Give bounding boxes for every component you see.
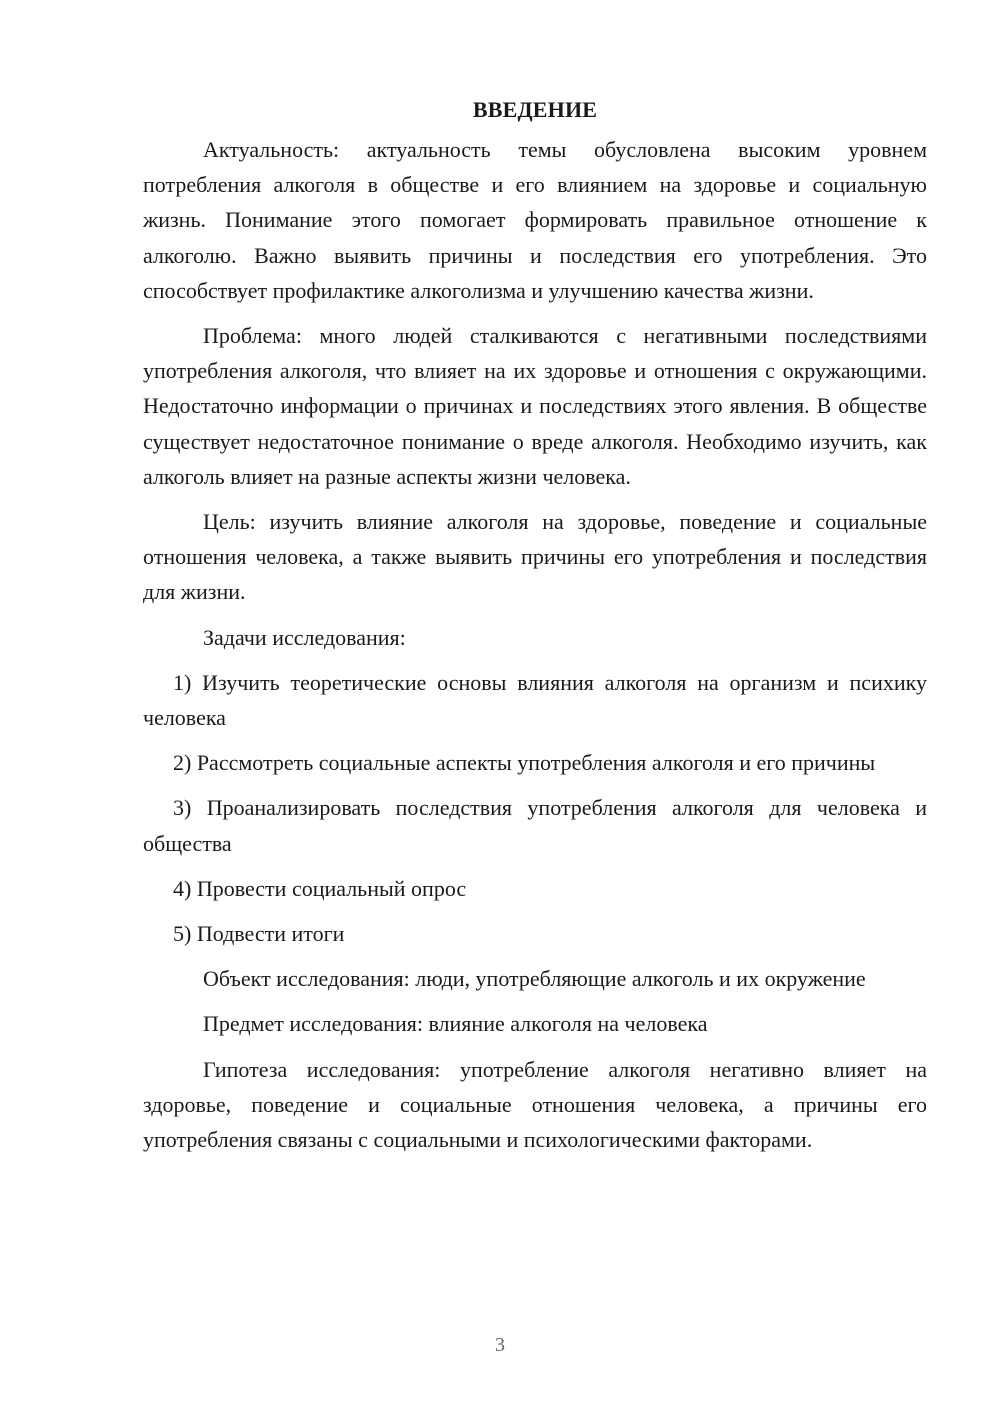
goal-paragraph: Цель: изучить влияние алкоголя на здоровье, поведение и социальные отношения человека, а также выявить причины его употребления и последствия для жизни.: [143, 509, 927, 605]
relevance-paragraph: Актуальность: актуальность темы обусловлена высоким уровнем потребления алкоголя в обществе и его влиянием на здоровье и социальную жизнь. Понимание этого помогает формировать правильное отношение к алкоголю. Важно выявить причины и последствия его употребления. Это способствует профилактике алкоголизма и улучшению качества жизни.: [143, 137, 927, 303]
problem-paragraph: Проблема: много людей сталкиваются с негативными последствиями употребления алкоголя, что влияет на их здоровье и отношения с окружающими. Недостаточно информации о причинах и последствиях этого явления. В обществе существует недостаточное понимание о вреде алкоголя. Необходимо изучить, как алкоголь влияет на разные аспекты жизни человека.: [143, 323, 927, 489]
object-paragraph: Объект исследования: люди, употребляющие алкоголь и их окружение: [203, 966, 866, 992]
section-title: ВВЕДЕНИЕ: [472, 97, 598, 122]
tasks-heading: Задачи исследования:: [203, 624, 406, 650]
task-item-4: 4) Провести социальный опрос: [173, 875, 467, 901]
task-item-1: 1) Изучить теоретические основы влияния алкоголя на организм и психику человека: [143, 669, 927, 731]
subject-paragraph: Предмет исследования: влияние алкоголя на человека: [203, 1011, 708, 1037]
task-item-3: 3) Проанализировать последствия употребления алкоголя для человека и общества: [143, 795, 927, 856]
document-page: [143, 92, 927, 1167]
page-number: 3: [495, 1334, 505, 1356]
task-item-5: 5) Подвести итоги: [173, 921, 345, 947]
hypothesis-paragraph: Гипотеза исследования: употребление алкоголя негативно влияет на здоровье, поведение и социальные отношения человека, а причины его употребления связаны с социальными и психологическими факторами.: [143, 1056, 927, 1153]
task-item-2: 2) Рассмотреть социальные аспекты употребления алкоголя и его причины: [173, 750, 876, 776]
